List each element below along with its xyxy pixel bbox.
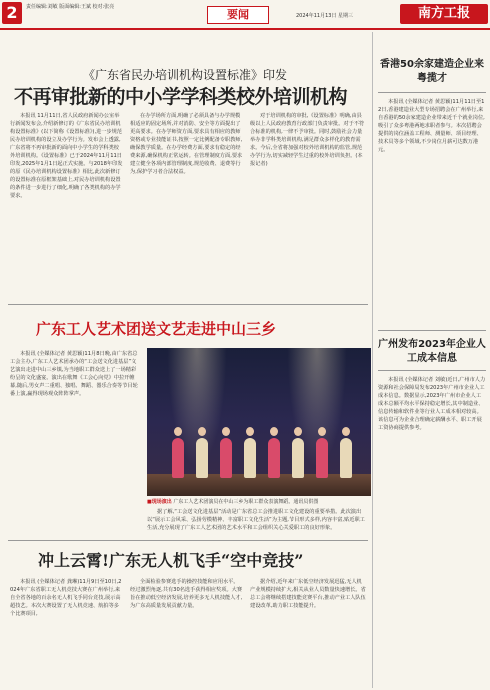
article-divider xyxy=(8,540,368,541)
header-rule xyxy=(0,28,490,30)
issue-date: 2024年11月13日 星期三 xyxy=(296,13,354,19)
article1-col1: 本报讯 11月11日,省人民政府新闻办公室举行新闻发布会,介绍新修订的《广东省民办培训机构设置标准》(以下简称《设置标准》),进一步规范民办培训机构的设立及办学行为。发布会上透露,广东省将不再审批新的面向中小学生的学科类校外培训机构。《设置标准》已于2024年11月11日印发,2025年1月1日起正式实施。与2018年印发的原《民办培训机构设置标准》相比,此次新修订的设置标准在原框架基础上,对民办培训机构设置的条件进一步进行了细化,明确了各类机构的办学要求。 xyxy=(10,113,123,199)
performance-photo xyxy=(147,348,371,496)
article2-col2: 据了解,“工会送文化进基层”活动是广东省总工会推进职工文化建设的重要举措。此次演出以“展示工会风采、弘扬劳模精神、丰富职工文化生活”为主题,节目形式多样,内容丰富,贴近职工生活,充分展现了广东工人艺术团的艺术水平和工会组织关心关爱职工的良好形象。 xyxy=(147,509,365,531)
newspaper-brand: 南方工报 xyxy=(400,4,488,24)
sidebar-story1-body: 本报讯 (全媒体记者 黄思颖)11月11日至12日,香港建造业大型专场招聘会在广州举行,来自香港的50余家建造企业带来近千个就业岗位,吸引了众多粤港两地求职者参与。本次招聘会提供的岗位涵盖工程师、测量师、项目经理、技术员等多个领域,不少岗位月薪可达数万港元。 xyxy=(378,99,485,153)
column-divider xyxy=(372,32,373,688)
article3-headline: 冲上云霄!广东无人机飞手“空中竞技” xyxy=(38,551,304,570)
section-label: 要闻 xyxy=(207,6,269,24)
article1-col3: 对于培训机构的审批,《设置标准》明确,由县级以上人民政府教育行政部门负责审批。对于不符合标准的机构,一律不予审批。同时,鼓励社会力量举办非学科类培训机构,满足群众多样化的教育需求。今后,全省将加强对校外培训机构的监管,规范办学行为,切实减轻学生过重的校外培训负担。(本报记者) xyxy=(250,113,365,167)
article1-headline: 不再审批新的中小学学科类校外培训机构 xyxy=(14,86,348,108)
article2-headline: 广东工人艺术团送文艺走进中山三乡 xyxy=(36,320,277,338)
page-number: 2 xyxy=(2,2,22,24)
page-header xyxy=(0,0,490,30)
sidebar-rule xyxy=(378,92,486,93)
photo-caption xyxy=(147,498,371,506)
sidebar-story2-body: 本报讯 (全媒体记者 刘敏)近日,广州市人力资源和社会保障局发布2023年广州市企业人工成本信息。数据显示,2023年广州市企业人工成本总额平均水平保持稳定增长,其中制造业、信息传输和软件业等行业人工成本相对较高。该信息可为企业合理确定薪酬水平、职工开展工资协商提供参考。 xyxy=(378,377,486,431)
article1-kicker: 《广东省民办培训机构设置标准》印发 xyxy=(82,68,287,82)
article3-col3: 据介绍,近年来广东低空经济发展迅猛,无人机产业规模持续扩大,相关从业人员数量快速增长。省总工会将继续搭建技能竞赛平台,推动产业工人队伍建设改革,助力职工技能提升。 xyxy=(250,579,366,609)
article-divider xyxy=(8,304,368,305)
caption-tag: ■现场演出 xyxy=(147,499,172,505)
sidebar-story1-title: 香港50余家建造企业来粤揽才 xyxy=(380,59,484,84)
sidebar-story2-title: 广州发布2023年企业人工成本信息 xyxy=(378,339,486,364)
editor-credits: 责任编辑:刘敏 版面编辑:王斌 校对:张亮 xyxy=(26,4,115,10)
article1-col2: 在办学场所方面,明确了必须具备与办学规模相适应的固定场所,并对消防、安全等方面提出了更高要求。在办学师资方面,要求具有相应的教师资格或专业技能证书,按照一定比例配备专职教师,确保教学质量。在办学经费方面,要求有稳定的经费来源,确保机构正常运转。在管理制度方面,要求建立健全各项内部管理制度,规范收费、退费等行为,保护学习者合法权益。 xyxy=(130,113,243,175)
article2-col1: 本报讯 (全媒体记者 黄思颖)11月8日晚,由广东省总工会主办,广东工人艺术团承办的“工会送文化进基层”文艺演出走进中山三乡镇,为当地职工群众送上了一场精彩纷呈的文化盛宴。演出在歌舞《工会心向党》中拉开帷幕,随后,男女声二重唱、独唱、舞蹈、器乐合奏等节目轮番上演,赢得现场观众阵阵掌声。 xyxy=(10,351,138,397)
article3-col1: 本报讯 (全媒体记者 龚琳)11月9日至10日,2024年广东省职工无人机竞技大赛在广州举行,来自全省各地的百余名无人机飞手同台竞技,展示高超技艺。本次大赛设置了无人机竞速、航拍等多个比赛项目, xyxy=(10,579,122,617)
sidebar-rule xyxy=(378,330,486,331)
caption-text: 广东工人艺术团演员在中山三乡为职工群众表演舞蹈。通讯员供图 xyxy=(173,499,319,505)
article3-col2: 全面检验参赛选手的操控技能和应用水平。经过激烈角逐,共有30名选手获得相应奖项。大赛旨在推动低空经济发展,培养更多无人机技能人才,为广东高质量发展贡献力量。 xyxy=(130,579,243,609)
sidebar-rule xyxy=(378,370,486,371)
